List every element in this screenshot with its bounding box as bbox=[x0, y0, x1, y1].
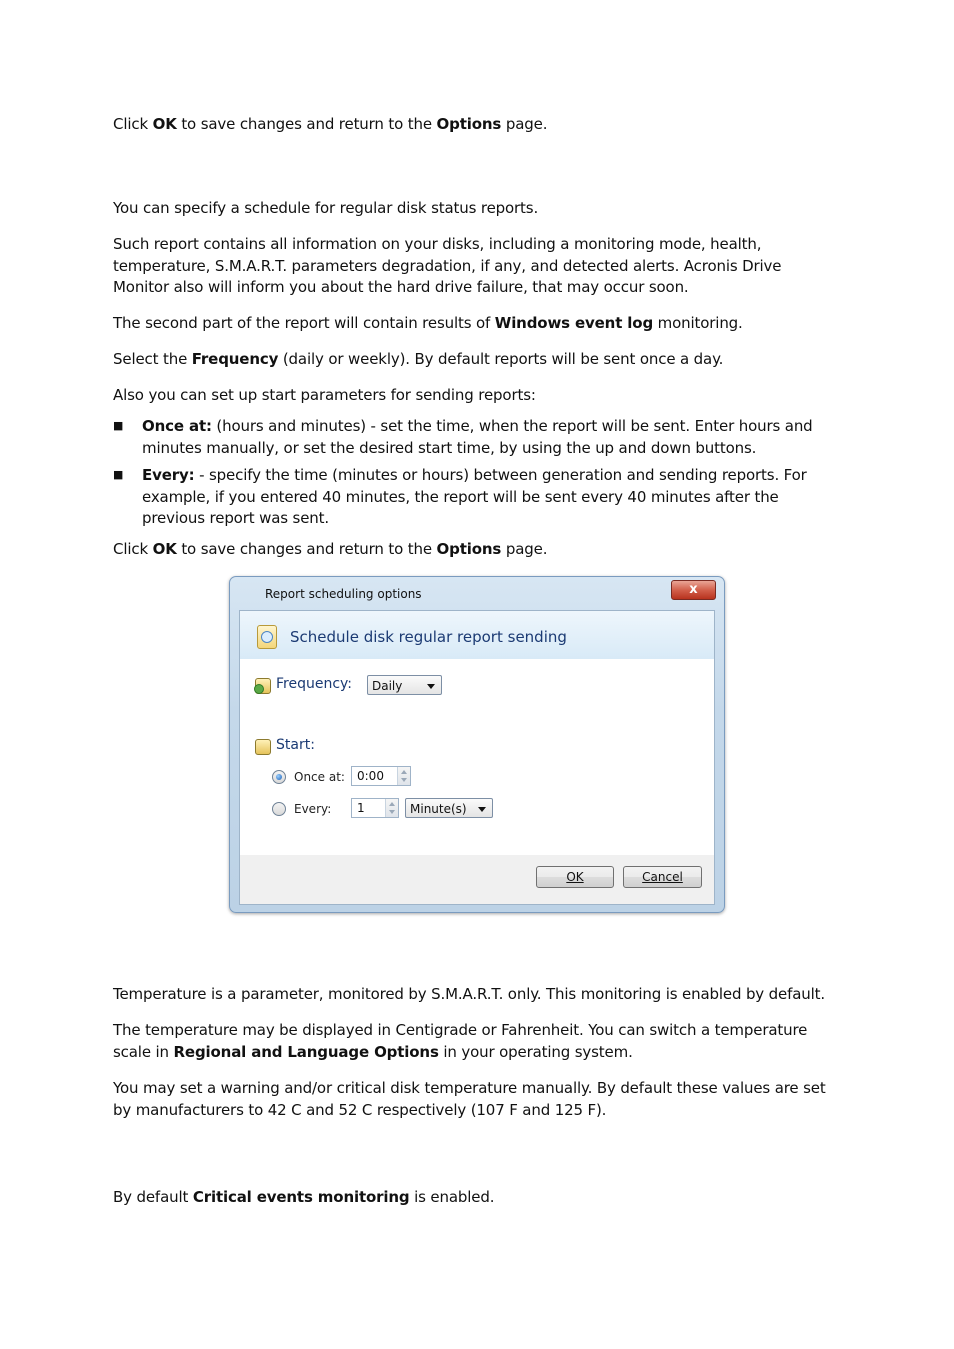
frequency-select[interactable] bbox=[367, 675, 442, 695]
spin-buttons[interactable] bbox=[385, 799, 398, 817]
dialog-footer bbox=[240, 855, 714, 904]
bullet-every: Every: - specify the time (minutes or hours) between generation and sending reports. For example, if you entered 40 minutes, the report will be sent every 40 minutes after the previous report was sent. bbox=[142, 466, 807, 527]
once-at-radio[interactable] bbox=[272, 770, 286, 784]
paragraph-schedule-intro: You can specify a schedule for regular disk status reports. bbox=[113, 199, 539, 217]
spin-buttons[interactable] bbox=[397, 767, 410, 785]
frequency-label: Frequency: bbox=[276, 676, 353, 692]
every-value-input[interactable] bbox=[351, 798, 399, 818]
once-at-value: 0:00 bbox=[357, 769, 384, 783]
paragraph-frequency: Select the Frequency (daily or weekly). By default reports will be sent once a day. bbox=[113, 350, 724, 368]
chevron-down-icon bbox=[478, 807, 486, 812]
once-at-time-input[interactable] bbox=[351, 766, 411, 786]
frequency-icon bbox=[255, 678, 271, 694]
every-value: 1 bbox=[357, 801, 365, 815]
dialog-header-text: Schedule disk regular report sending bbox=[290, 628, 567, 646]
every-unit-value: Minute(s) bbox=[410, 802, 467, 816]
start-label: Start: bbox=[276, 737, 315, 753]
cancel-button[interactable]: Cancel bbox=[623, 866, 702, 888]
spin-down-icon bbox=[389, 810, 395, 814]
paragraph-start-params: Also you can set up start parameters for sending reports: bbox=[113, 386, 536, 404]
dialog-content bbox=[239, 610, 715, 905]
chevron-down-icon bbox=[427, 684, 435, 689]
paragraph-temperature-thresholds: You may set a warning and/or critical disk temperature manually. By default these values are set by manufacturers to 42 C and 52 C respectively (107 F and 125 F). bbox=[113, 1079, 826, 1119]
once-at-label: Once at: bbox=[294, 770, 345, 784]
paragraph-click-ok-2: Click OK to save changes and return to the Options page. bbox=[113, 540, 548, 558]
start-icon bbox=[255, 739, 271, 755]
every-label: Every: bbox=[294, 802, 332, 816]
paragraph-click-ok-1: Click OK to save changes and return to the Options page. bbox=[113, 115, 548, 133]
bullet-marker: ■ bbox=[113, 419, 124, 432]
paragraph-event-log: The second part of the report will contain results of Windows event log monitoring. bbox=[113, 314, 743, 332]
report-scheduling-dialog bbox=[229, 576, 725, 913]
paragraph-critical-events: By default Critical events monitoring is enabled. bbox=[113, 1188, 495, 1206]
spin-down-icon bbox=[401, 778, 407, 782]
dialog-title: Report scheduling options bbox=[265, 587, 422, 601]
every-radio[interactable] bbox=[272, 802, 286, 816]
paragraph-temperature-scale: The temperature may be displayed in Centigrade or Fahrenheit. You can switch a temperature scale in Regional and Language Options in your operating system. bbox=[113, 1021, 808, 1061]
every-unit-select[interactable] bbox=[405, 798, 493, 818]
bullet-once-at: Once at: (hours and minutes) - set the time, when the report will be sent. Enter hours and minutes manually, or set the desired start time, by using the up and down buttons. bbox=[142, 417, 813, 457]
dialog-header bbox=[240, 611, 714, 659]
ok-button[interactable]: OK bbox=[536, 866, 614, 888]
close-button[interactable]: x bbox=[671, 580, 716, 600]
paragraph-temperature: Temperature is a parameter, monitored by S.M.A.R.T. only. This monitoring is enabled by default. bbox=[113, 985, 826, 1003]
bullet-marker: ■ bbox=[113, 468, 124, 481]
schedule-clock-icon bbox=[257, 625, 277, 649]
spin-up-icon bbox=[401, 770, 407, 774]
frequency-value: Daily bbox=[372, 679, 403, 693]
spin-up-icon bbox=[389, 802, 395, 806]
paragraph-report-contents: Such report contains all information on your disks, including a monitoring mode, health, temperature, S.M.A.R.T. parameters degradation, if any, and detected alerts. Acronis Drive Monitor also will inform you about the hard drive failure, that may occur soon. bbox=[113, 235, 782, 296]
